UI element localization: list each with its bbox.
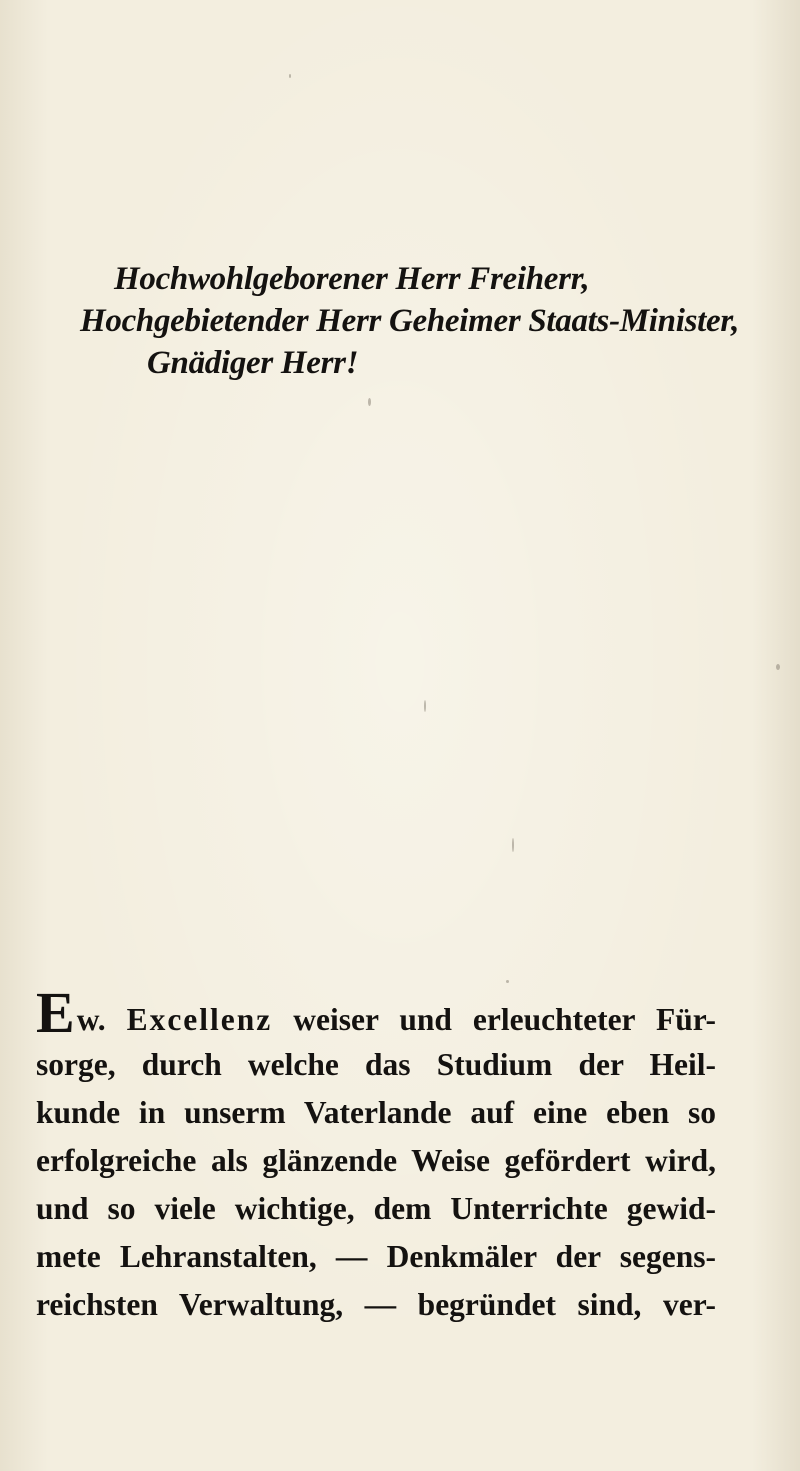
paper-speck: [776, 664, 780, 670]
paragraph-line-7: reichsten Verwaltung, — begründet sind, ver-: [36, 1287, 716, 1322]
paragraph-line-1: [36, 980, 717, 1045]
paragraph-line-6: mete Lehranstalten, — Denkmäler der segens-: [36, 1239, 716, 1274]
paper-speck: [506, 980, 509, 983]
salutation-line-1: Hochwohlgeborener Herr Freiherr,: [114, 261, 590, 297]
paragraph-line-5: und so viele wichtige, dem Unterrichte gewid-: [36, 1191, 716, 1226]
initial-letter: E: [36, 980, 75, 1045]
paper-speck: [289, 74, 291, 78]
line-1-rest: weiser und erleuchteter Für-: [293, 1002, 717, 1037]
paper-speck: [368, 398, 371, 406]
abbreviation-text: w.: [76, 1002, 106, 1037]
salutation-line-2: Hochgebietender Herr Geheimer Staats-Minister,: [80, 303, 740, 339]
paper-speck: [512, 838, 514, 852]
salutation-block: [0, 258, 800, 384]
paragraph-line-4: erfolgreiche als glänzende Weise gefördert wird,: [36, 1143, 716, 1178]
salutation-line-3: Gnädiger Herr!: [147, 345, 359, 381]
dedication-paragraph: [36, 980, 717, 1329]
paper-speck: [424, 700, 426, 712]
spaced-word: Excellenz: [126, 1002, 273, 1037]
paragraph-line-3: kunde in unserm Vaterlande auf eine eben so: [36, 1095, 716, 1130]
paragraph-line-2: sorge, durch welche das Studium der Heil-: [36, 1047, 716, 1082]
